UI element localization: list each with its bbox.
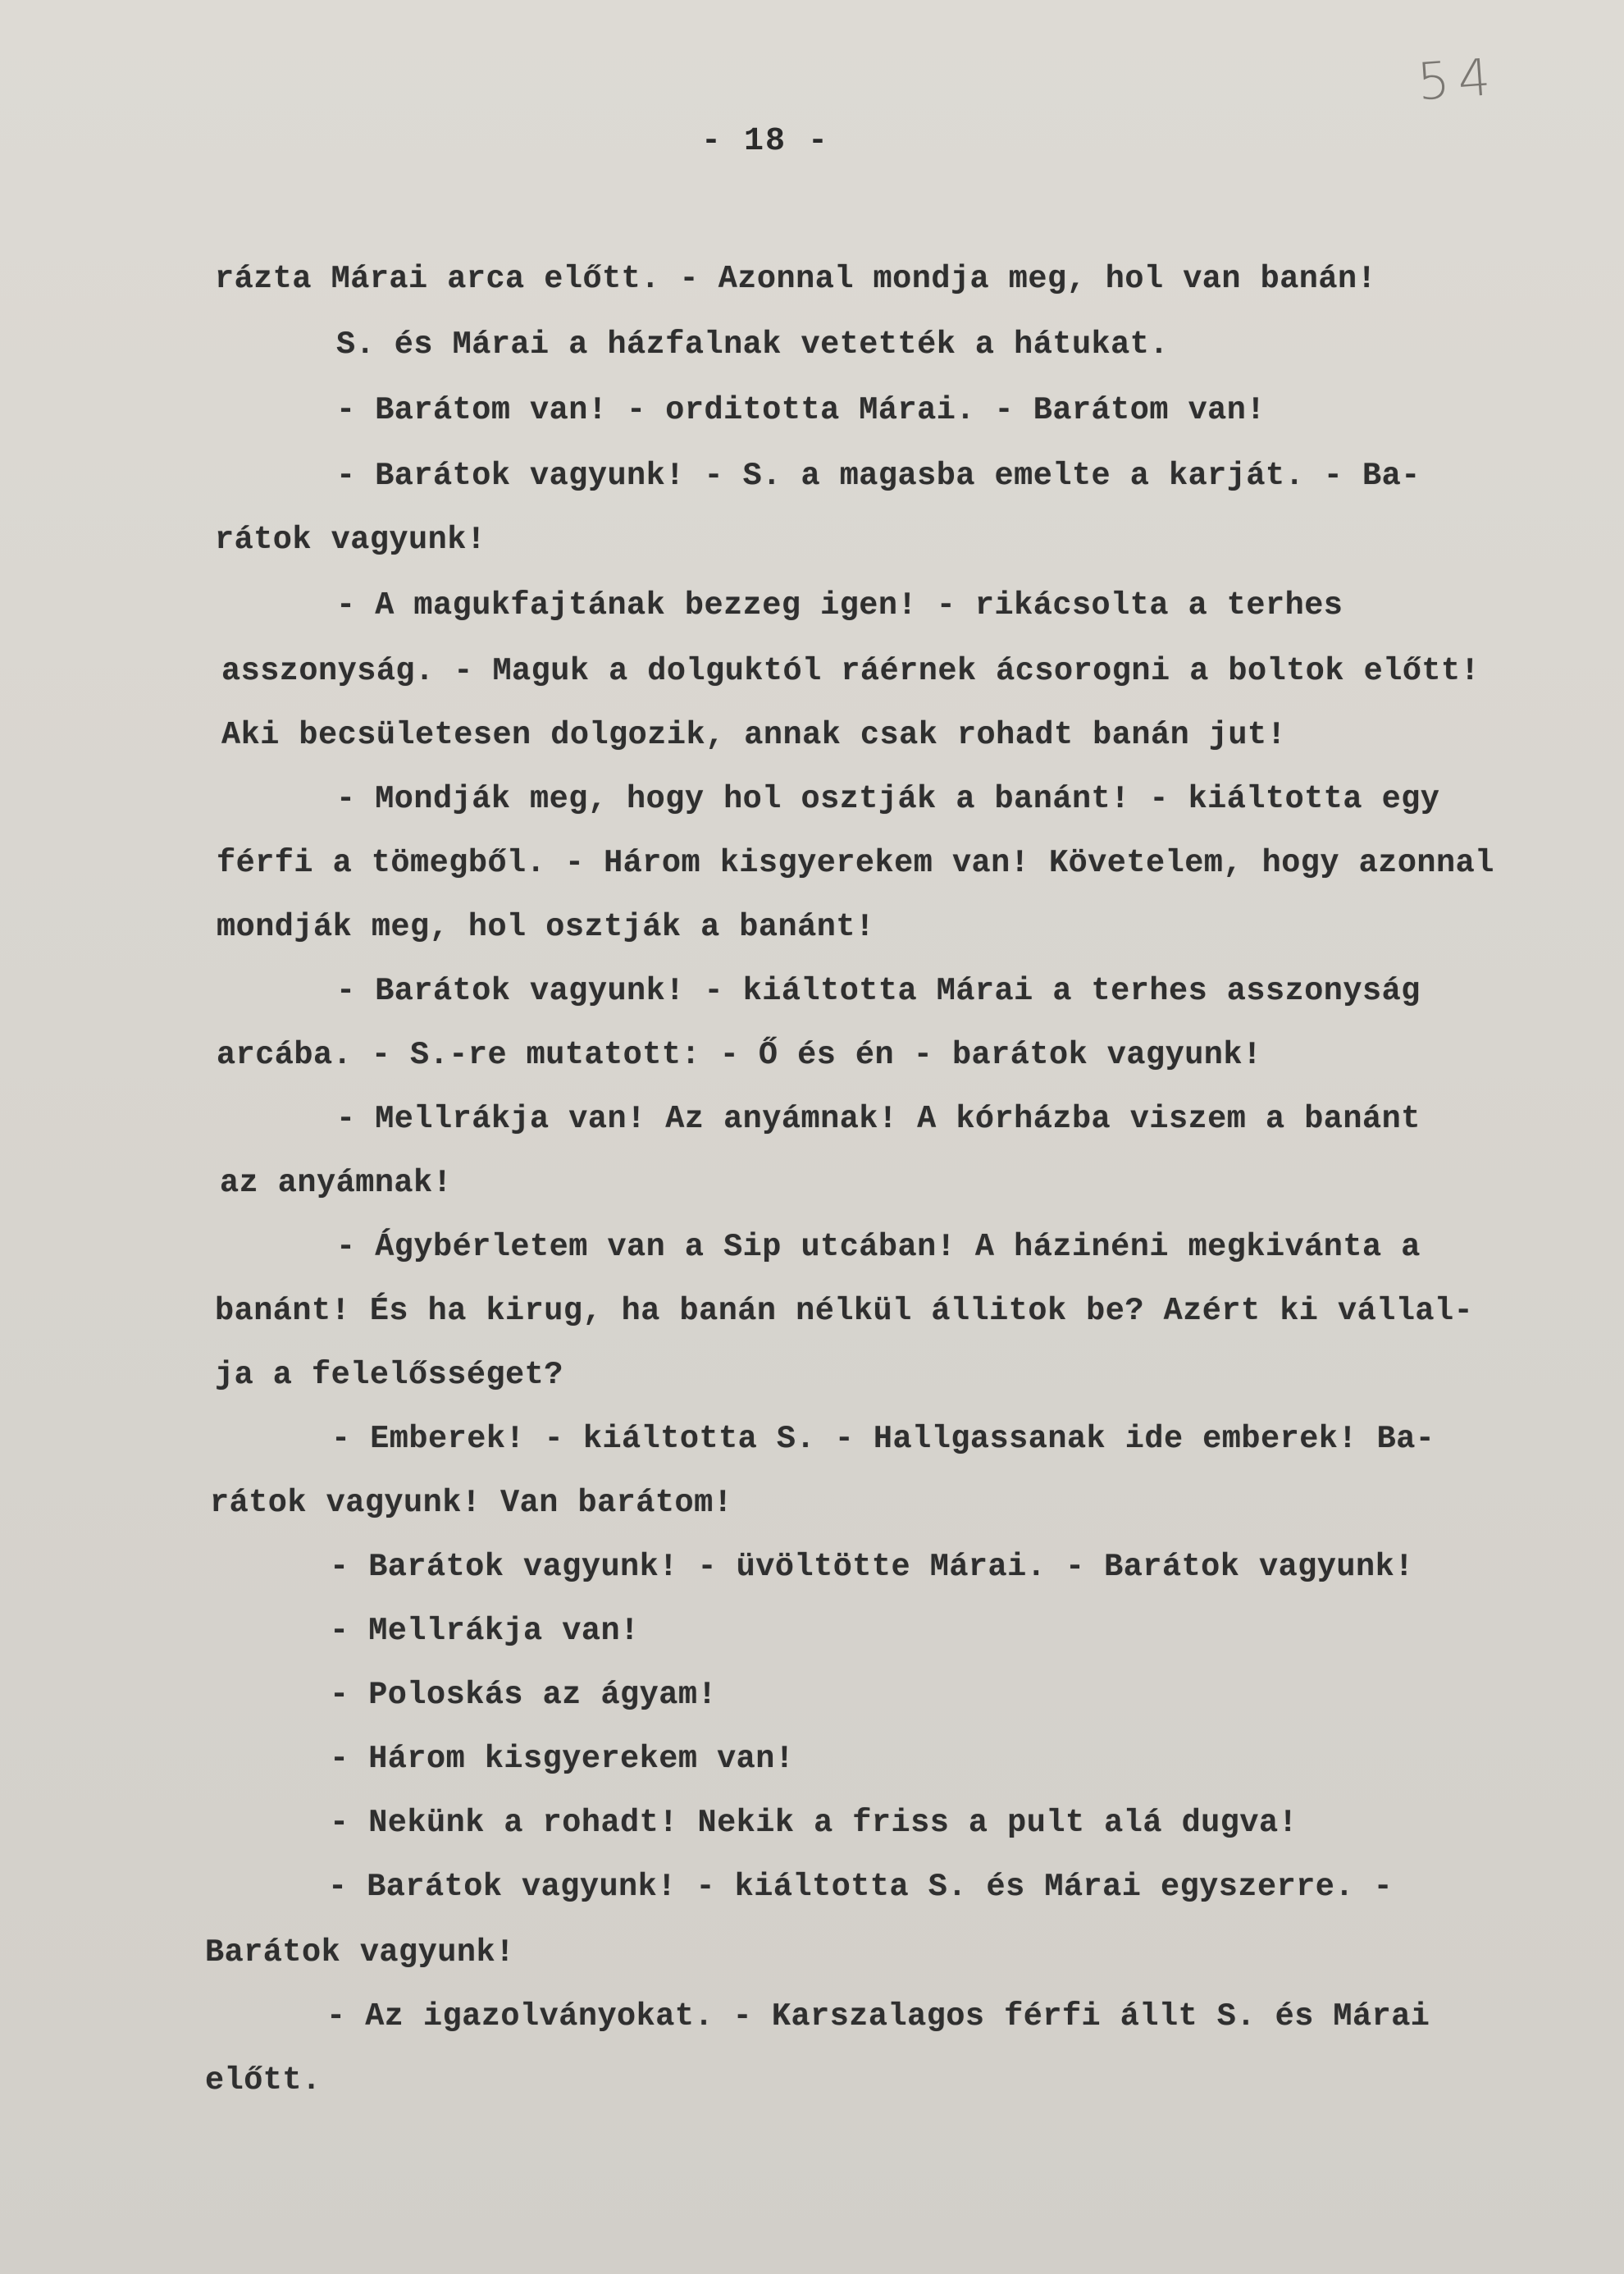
text-line: banánt! És ha kirug, ha banán nélkül állitok be? Azért ki vállal- xyxy=(215,1293,1474,1329)
text-line: arcába. - S.-re mutatott: - Ő és én - barátok vagyunk! xyxy=(217,1037,1262,1073)
text-line: - Barátok vagyunk! - kiáltotta Márai a terhes asszonyság xyxy=(336,973,1421,1009)
text-line: ja a felelősséget? xyxy=(215,1357,563,1393)
text-line: előtt. xyxy=(205,2062,322,2098)
text-line: Aki becsületesen dolgozik, annak csak rohadt banán jut! xyxy=(221,717,1287,753)
text-line: az anyámnak! xyxy=(220,1165,453,1201)
text-line: asszonyság. - Maguk a dolguktól ráérnek ácsorogni a boltok előtt! xyxy=(221,653,1480,689)
text-line: Barátok vagyunk! xyxy=(205,1934,515,1970)
handwritten-page-note: 54 xyxy=(1415,46,1501,112)
text-line: - Barátom van! - orditotta Márai. - Barátom van! xyxy=(336,392,1266,428)
text-line: - Barátok vagyunk! - kiáltotta S. és Márai egyszerre. - xyxy=(328,1869,1394,1905)
text-line: férfi a tömegből. - Három kisgyerekem van! Követelem, hogy azonnal xyxy=(217,845,1494,881)
text-line: rátok vagyunk! Van barátom! xyxy=(210,1485,733,1521)
text-line: - Mellrákja van! Az anyámnak! A kórházba viszem a banánt xyxy=(336,1101,1421,1137)
text-line: - Ágybérletem van a Sip utcában! A házinéni megkivánta a xyxy=(336,1229,1421,1265)
text-line: - Barátok vagyunk! - S. a magasba emelte a karját. - Ba- xyxy=(336,458,1421,494)
text-line: - Mondják meg, hogy hol osztják a banánt! - kiáltotta egy xyxy=(336,781,1440,817)
page-number: - 18 - xyxy=(701,123,830,160)
text-line: rátok vagyunk! xyxy=(215,522,486,558)
text-line: - Három kisgyerekem van! xyxy=(330,1741,795,1777)
text-line: - Mellrákja van! xyxy=(330,1613,640,1649)
text-line: - Emberek! - kiáltotta S. - Hallgassanak ide emberek! Ba- xyxy=(331,1421,1435,1457)
text-line: - Az igazolványokat. - Karszalagos férfi állt S. és Márai xyxy=(326,1998,1430,2034)
text-line: - A magukfajtának bezzeg igen! - rikácsolta a terhes xyxy=(336,587,1343,623)
text-line: - Nekünk a rohadt! Nekik a friss a pult alá dugva! xyxy=(330,1805,1298,1841)
text-line: - Poloskás az ágyam! xyxy=(330,1677,718,1713)
text-line: mondják meg, hol osztják a banánt! xyxy=(217,909,875,945)
text-line: - Barátok vagyunk! - üvöltötte Márai. - Barátok vagyunk! xyxy=(330,1549,1414,1585)
text-line: S. és Márai a házfalnak vetették a hátukat. xyxy=(336,326,1169,363)
text-line: rázta Márai arca előtt. - Azonnal mondja meg, hol van banán! xyxy=(215,261,1377,297)
